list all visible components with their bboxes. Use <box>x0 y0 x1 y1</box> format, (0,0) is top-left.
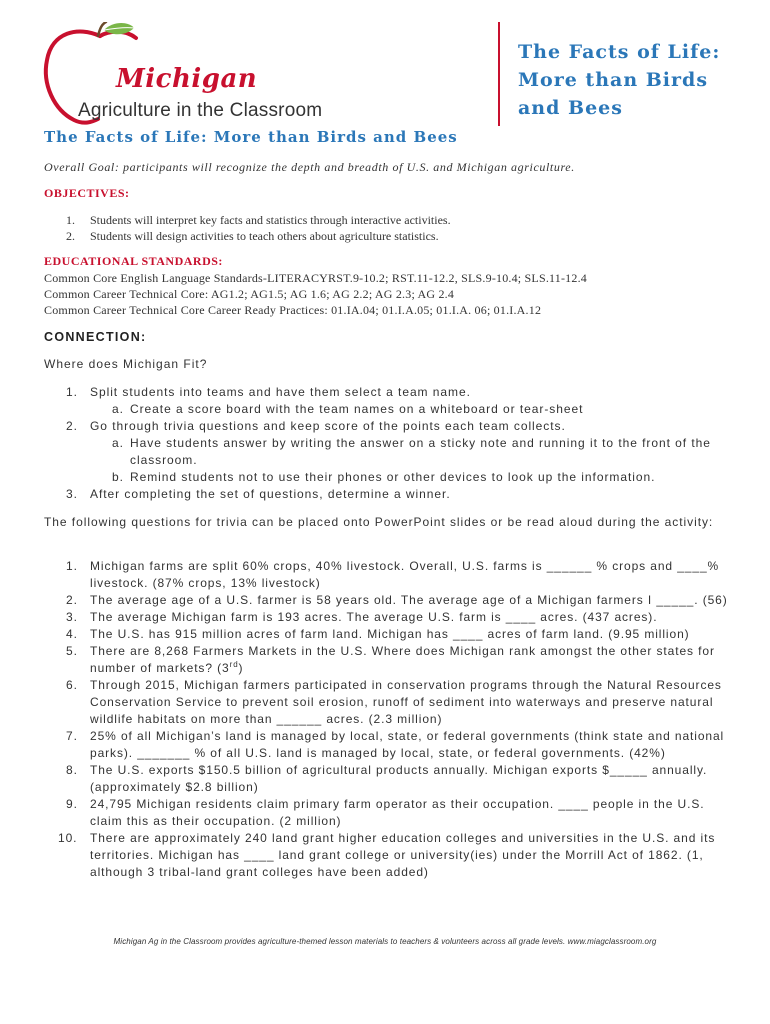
list-item: 9. 24,795 Michigan residents claim primary farm operator as their occupation. ____ people in the U.S. claim this as their occupation. (2 million) <box>66 797 705 828</box>
page-footer: Michigan Ag in the Classroom provides agriculture-themed lesson materials to teachers & volunteers across all grade levels. www.miagclassroom.org <box>113 937 657 946</box>
list-item: 8. The U.S. exports $150.5 billion of agricultural products annually. Michigan exports $_____ annually. (approximately $2.8 billion) <box>66 763 708 794</box>
standards-list <box>44 270 587 318</box>
list-item: 10. There are approximately 240 land grant higher education colleges and universities in the U.S. and its territories. Michigan has ____ land grant college or university(ies) under the Morrill Act of 1862. (1, although 3 tribal-land grant colleges have been added) <box>58 831 716 879</box>
logo-wordmark: Michigan <box>116 64 258 94</box>
standards-heading: EDUCATIONAL STANDARDS: <box>44 254 223 268</box>
list-item: 1. Students will interpret key facts and statistics through interactive activities. <box>66 213 451 227</box>
connection-heading: CONNECTION: <box>44 330 147 344</box>
standard-line: Common Core English Language Standards-LITERACYRST.9-10.2; RST.11-12.2, SLS.9-10.4; SLS.11-12.4 <box>44 271 587 285</box>
list-item: 7. 25% of all Michigan’s land is managed by local, state, or federal governments (think state and national parks). _______ % of all U.S. land is managed by local, state, or federal governments. (42%) <box>66 729 725 760</box>
standard-line: Common Career Technical Core: AG1.2; AG1.5; AG 1.6; AG 2.2; AG 2.3; AG 2.4 <box>44 287 455 301</box>
header-divider <box>498 22 500 126</box>
michigan-aitc-logo <box>40 22 360 132</box>
list-item: 4. The U.S. has 915 million acres of farm land. Michigan has ____ acres of farm land. (9.95 million) <box>66 627 690 641</box>
activity-steps <box>44 384 734 503</box>
list-item: a. Have students answer by writing the answer on a sticky note and running it to the front of the classroom. <box>112 436 711 467</box>
list-item: 3. The average Michigan farm is 193 acres. The average U.S. farm is ____ acres. (437 acres). <box>66 610 658 624</box>
header-title-line: The Facts of Life: <box>518 41 721 63</box>
list-item: b. Remind students not to use their phones or other devices to look up the information. <box>112 470 656 484</box>
list-item: 1. Michigan farms are split 60% crops, 40% livestock. Overall, U.S. farms is ______ % crops and ____% livestock. (87% crops, 13% livestock) <box>66 559 720 590</box>
logo-subtitle: Agriculture in the Classroom <box>78 100 323 121</box>
list-item: 2. Go through trivia questions and keep score of the points each team collects. <box>66 419 566 433</box>
trivia-questions <box>44 558 734 881</box>
list-item: 1. Split students into teams and have them select a team name. <box>66 385 471 399</box>
list-item: 2. The average age of a U.S. farmer is 58 years old. The average age of a Michigan farmers I _____. (56) <box>66 593 728 607</box>
connection-intro: Where does Michigan Fit? <box>44 357 208 371</box>
objectives-list <box>44 212 451 244</box>
overall-goal: Overall Goal: participants will recognize the depth and breadth of U.S. and Michigan agriculture. <box>44 160 575 174</box>
header-title-line: More than Birds <box>518 69 709 91</box>
list-item: 3. After completing the set of questions, determine a winner. <box>66 487 451 501</box>
header-title <box>518 38 758 122</box>
list-item: 2. Students will design activities to teach others about agriculture statistics. <box>66 229 439 243</box>
standard-line: Common Career Technical Core Career Ready Practices: 01.IA.04; 01.I.A.05; 01.I.A. 06; 01.I.A.12 <box>44 303 542 317</box>
list-item: a. Create a score board with the team names on a whiteboard or tear-sheet <box>112 402 584 416</box>
objectives-heading: OBJECTIVES: <box>44 186 130 200</box>
list-item: 5. There are 8,268 Farmers Markets in the U.S. Where does Michigan rank amongst the other states for number of markets? (3rd) <box>66 644 715 675</box>
lesson-title: The Facts of Life: More than Birds and Bees <box>44 128 458 146</box>
header-title-line: and Bees <box>518 97 623 119</box>
list-item: 6. Through 2015, Michigan farmers participated in conservation programs through the Natural Resources Conservation Service to prevent soil erosion, runoff of sediment into waterways and preserve natural wildlife habitats on more than ______ acres. (2.3 million) <box>66 678 722 726</box>
trivia-intro: The following questions for trivia can be placed onto PowerPoint slides or be read aloud during the activity: <box>44 515 714 529</box>
